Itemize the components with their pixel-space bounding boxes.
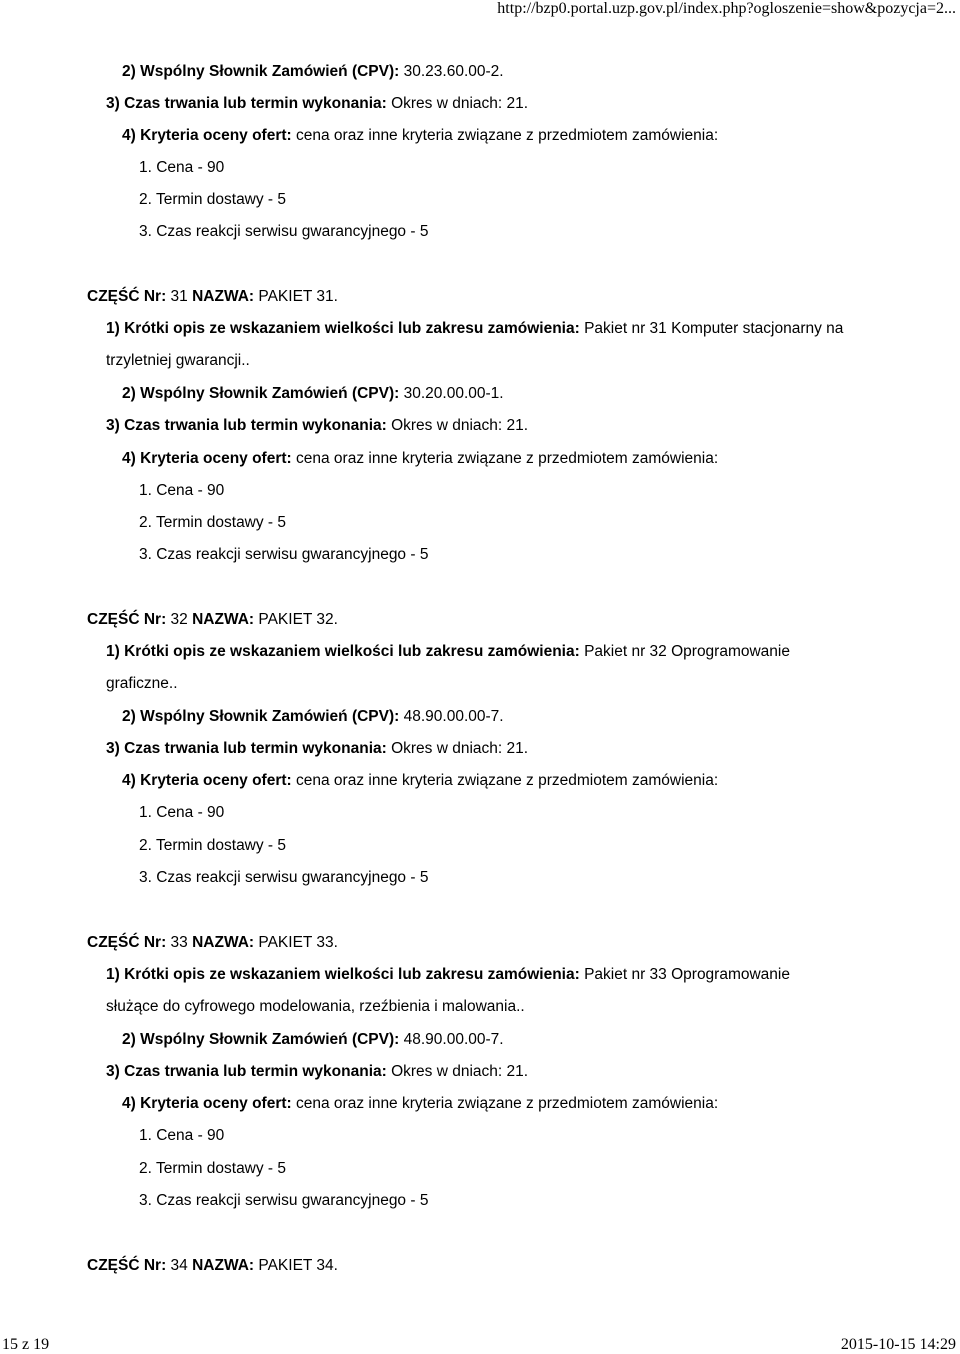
criterion-2: 2. Termin dostawy - 5 [139, 191, 287, 208]
criteria-value: cena oraz inne kryteria związane z przedmiotem zamówienia: [296, 450, 719, 467]
criterion-3: 3. Czas reakcji serwisu gwarancyjnego - 5 [139, 546, 429, 563]
criteria-line [122, 771, 718, 791]
part-name: PAKIET 32. [258, 611, 338, 628]
cpv-label: 2) Wspólny Słownik Zamówień (CPV): [122, 385, 404, 402]
duration-value: Okres w dniach: 21. [391, 95, 529, 112]
cpv-line [122, 62, 504, 82]
criteria-label: 4) Kryteria oceny ofert: [122, 127, 296, 144]
criterion-1: 1. Cena - 90 [139, 804, 225, 821]
criteria-value: cena oraz inne kryteria związane z przedmiotem zamówienia: [296, 772, 719, 789]
duration-line [106, 94, 528, 114]
description-value: Pakiet nr 32 Oprogramowanie [584, 643, 790, 660]
part-no-label: CZĘŚĆ Nr: [87, 288, 171, 305]
cpv-value: 48.90.00.00-7. [403, 708, 504, 725]
criteria-label: 4) Kryteria oceny ofert: [122, 772, 296, 789]
criterion-2: 2. Termin dostawy - 5 [139, 514, 287, 531]
duration-label: 3) Czas trwania lub termin wykonania: [106, 740, 392, 757]
cpv-value: 30.23.60.00-2. [403, 63, 504, 80]
description-continuation: graficzne.. [106, 675, 178, 692]
duration-label: 3) Czas trwania lub termin wykonania: [106, 1063, 392, 1080]
part-name: PAKIET 31. [258, 288, 338, 305]
part-name: PAKIET 34. [258, 1257, 338, 1274]
part-31-heading [87, 287, 338, 307]
criterion-3: 3. Czas reakcji serwisu gwarancyjnego - 5 [139, 869, 429, 886]
duration-line [106, 739, 528, 759]
part-33-heading [87, 933, 338, 953]
duration-line [106, 1062, 528, 1082]
criteria-value: cena oraz inne kryteria związane z przedmiotem zamówienia: [296, 127, 719, 144]
part-no: 33 [170, 934, 188, 951]
description-value: Pakiet nr 31 Komputer stacjonarny na [584, 320, 844, 337]
description-label: 1) Krótki opis ze wskazaniem wielkości lub zakresu zamówienia: [106, 320, 585, 337]
description-value: Pakiet nr 33 Oprogramowanie [584, 966, 790, 983]
part-no-label: CZĘŚĆ Nr: [87, 611, 171, 628]
criterion-3: 3. Czas reakcji serwisu gwarancyjnego - 5 [139, 223, 429, 240]
part-name-label: NAZWA: [187, 611, 259, 628]
cpv-value: 30.20.00.00-1. [403, 385, 504, 402]
part-name: PAKIET 33. [258, 934, 338, 951]
cpv-line [122, 384, 504, 404]
criteria-line [122, 126, 718, 146]
criteria-line [122, 449, 718, 469]
print-datetime: 2015-10-15 14:29 [840, 1336, 956, 1353]
part-no: 34 [170, 1257, 188, 1274]
description-label: 1) Krótki opis ze wskazaniem wielkości lub zakresu zamówienia: [106, 643, 585, 660]
part-no-label: CZĘŚĆ Nr: [87, 934, 171, 951]
cpv-label: 2) Wspólny Słownik Zamówień (CPV): [122, 63, 404, 80]
duration-label: 3) Czas trwania lub termin wykonania: [106, 417, 392, 434]
cpv-line [122, 1030, 504, 1050]
page-number: 15 z 19 [2, 1336, 50, 1353]
criterion-1: 1. Cena - 90 [139, 1127, 225, 1144]
part-34-heading [87, 1256, 338, 1276]
description-line [106, 319, 843, 339]
part-32-heading [87, 610, 338, 630]
part-no: 31 [170, 288, 188, 305]
cpv-label: 2) Wspólny Słownik Zamówień (CPV): [122, 1031, 404, 1048]
duration-value: Okres w dniach: 21. [391, 1063, 529, 1080]
description-continuation: służące do cyfrowego modelowania, rzeźbienia i malowania.. [106, 998, 525, 1015]
part-no-label: CZĘŚĆ Nr: [87, 1257, 171, 1274]
description-line [106, 965, 790, 985]
criteria-label: 4) Kryteria oceny ofert: [122, 450, 296, 467]
criteria-line [122, 1094, 718, 1114]
duration-line [106, 416, 528, 436]
criteria-label: 4) Kryteria oceny ofert: [122, 1095, 296, 1112]
duration-value: Okres w dniach: 21. [391, 740, 529, 757]
description-line [106, 642, 790, 662]
cpv-value: 48.90.00.00-7. [403, 1031, 504, 1048]
part-no: 32 [170, 611, 188, 628]
criterion-3: 3. Czas reakcji serwisu gwarancyjnego - 5 [139, 1192, 429, 1209]
description-continuation: trzyletniej gwarancji.. [106, 352, 250, 369]
criterion-1: 1. Cena - 90 [139, 482, 225, 499]
header-url: http://bzp0.portal.uzp.gov.pl/index.php?ogloszenie=show&pozycja=2... [497, 0, 956, 17]
part-name-label: NAZWA: [187, 1257, 259, 1274]
criterion-2: 2. Termin dostawy - 5 [139, 1160, 287, 1177]
criteria-value: cena oraz inne kryteria związane z przedmiotem zamówienia: [296, 1095, 719, 1112]
duration-value: Okres w dniach: 21. [391, 417, 529, 434]
criterion-1: 1. Cena - 90 [139, 159, 225, 176]
duration-label: 3) Czas trwania lub termin wykonania: [106, 95, 392, 112]
description-label: 1) Krótki opis ze wskazaniem wielkości lub zakresu zamówienia: [106, 966, 585, 983]
part-name-label: NAZWA: [187, 934, 259, 951]
criterion-2: 2. Termin dostawy - 5 [139, 837, 287, 854]
part-name-label: NAZWA: [187, 288, 259, 305]
cpv-line [122, 707, 504, 727]
cpv-label: 2) Wspólny Słownik Zamówień (CPV): [122, 708, 404, 725]
